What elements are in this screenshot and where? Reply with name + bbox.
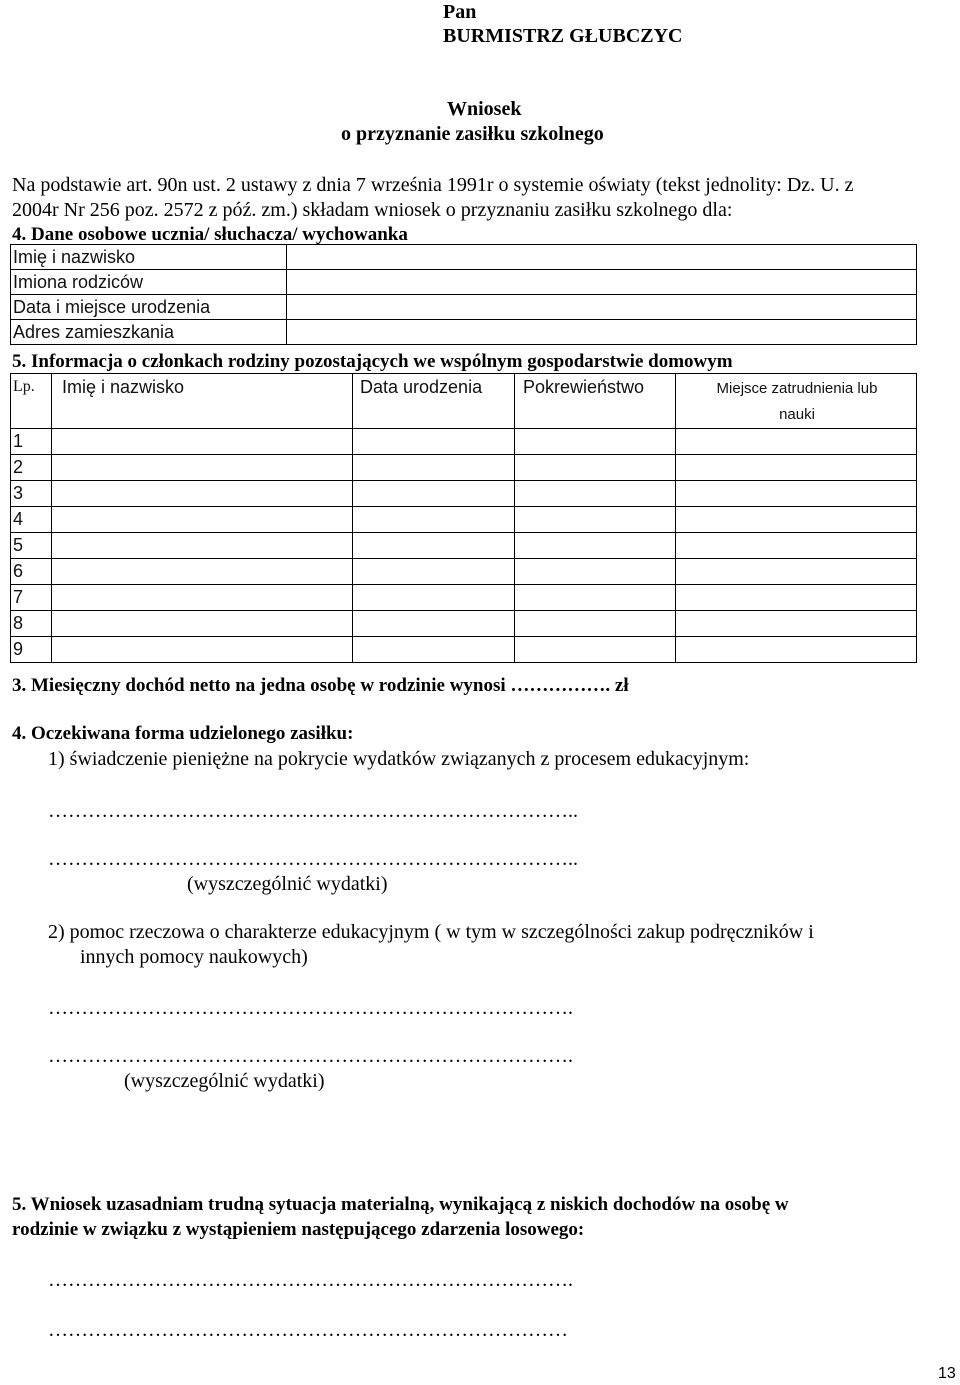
cell-relation[interactable] [515, 533, 676, 559]
page-number: 13 [938, 1365, 956, 1382]
title-line1: Wniosek [447, 98, 522, 120]
header-name: Imię i nazwisko [52, 374, 353, 429]
form-item2-line1: 2) pomoc rzeczowa o charakterze edukacyjnym ( w tym w szczególności zakup podręczników i [48, 921, 814, 943]
table-row [11, 611, 917, 637]
cell-work[interactable] [676, 429, 917, 455]
cell-name[interactable] [52, 455, 353, 481]
row-number: 8 [11, 611, 52, 637]
table-row [11, 455, 917, 481]
personal-label-address: Adres zamieszkania [11, 320, 287, 345]
family-table [10, 373, 917, 663]
cell-name[interactable] [52, 559, 353, 585]
row-number: 1 [11, 429, 52, 455]
section-reason-line2: rodzinie w związku z wystąpieniem następującego zdarzenia losowego: [12, 1219, 585, 1240]
form-item1-dots1[interactable]: …………………………………………………………………….. [48, 800, 578, 822]
table-header-row [11, 374, 917, 429]
cell-birth[interactable] [353, 533, 515, 559]
row-number: 6 [11, 559, 52, 585]
reason-dots1[interactable]: ……………………………………………………………………. [48, 1269, 573, 1291]
cell-name[interactable] [52, 507, 353, 533]
personal-field-birth[interactable] [287, 295, 917, 320]
form-item2-note: (wyszczególnić wydatki) [124, 1070, 325, 1092]
reason-dots2[interactable]: …………………………………………………………………… [48, 1319, 568, 1341]
addressee-line1: Pan [443, 1, 477, 23]
cell-work[interactable] [676, 533, 917, 559]
cell-birth[interactable] [353, 611, 515, 637]
cell-birth[interactable] [353, 585, 515, 611]
cell-birth[interactable] [353, 455, 515, 481]
header-lp: Lp. [11, 374, 52, 429]
form-item1: 1) świadczenie pieniężne na pokrycie wydatków związanych z procesem edukacyjnym: [48, 748, 750, 770]
table-row [11, 585, 917, 611]
personal-field-name[interactable] [287, 245, 917, 270]
cell-name[interactable] [52, 585, 353, 611]
table-row [11, 533, 917, 559]
header-work [676, 374, 917, 429]
section-reason-line1: 5. Wniosek uzasadniam trudną sytuacja materialną, wynikającą z niskich dochodów na osobę w [12, 1194, 789, 1215]
table-row [11, 320, 917, 345]
personal-field-parents[interactable] [287, 270, 917, 295]
row-number: 3 [11, 481, 52, 507]
cell-work[interactable] [676, 507, 917, 533]
cell-relation[interactable] [515, 507, 676, 533]
personal-label-parents: Imiona rodziców [11, 270, 287, 295]
cell-work[interactable] [676, 559, 917, 585]
cell-relation[interactable] [515, 429, 676, 455]
cell-relation[interactable] [515, 611, 676, 637]
section-personal-heading: 4. Dane osobowe ucznia/ słuchacza/ wychowanka [12, 224, 408, 245]
row-number: 4 [11, 507, 52, 533]
form-item2-dots2[interactable]: ……………………………………………………………………. [48, 1045, 573, 1067]
personal-data-table [10, 244, 917, 345]
form-item1-note: (wyszczególnić wydatki) [187, 873, 388, 895]
addressee-line2: BURMISTRZ GŁUBCZYC [443, 25, 683, 47]
cell-relation[interactable] [515, 455, 676, 481]
cell-name[interactable] [52, 429, 353, 455]
cell-relation[interactable] [515, 481, 676, 507]
row-number: 2 [11, 455, 52, 481]
table-row [11, 245, 917, 270]
cell-name[interactable] [52, 611, 353, 637]
cell-birth[interactable] [353, 559, 515, 585]
intro-line2: 2004r Nr 256 poz. 2572 z póź. zm.) składam wniosek o przyznaniu zasiłku szkolnego dla: [12, 199, 733, 221]
table-row [11, 507, 917, 533]
table-row [11, 295, 917, 320]
cell-work[interactable] [676, 637, 917, 663]
personal-field-address[interactable] [287, 320, 917, 345]
cell-birth[interactable] [353, 429, 515, 455]
cell-birth[interactable] [353, 637, 515, 663]
cell-relation[interactable] [515, 585, 676, 611]
title-line2: o przyznanie zasiłku szkolnego [341, 123, 604, 145]
table-row [11, 637, 917, 663]
intro-line1: Na podstawie art. 90n ust. 2 ustawy z dnia 7 września 1991r o systemie oświaty (tekst jednolity: Dz. U. z [12, 174, 854, 196]
section-form-heading: 4. Oczekiwana forma udzielonego zasiłku: [12, 723, 354, 744]
form-item2-dots1[interactable]: ……………………………………………………………………. [48, 997, 573, 1019]
cell-relation[interactable] [515, 637, 676, 663]
cell-birth[interactable] [353, 507, 515, 533]
personal-label-birth: Data i miejsce urodzenia [11, 295, 287, 320]
table-row [11, 481, 917, 507]
row-number: 9 [11, 637, 52, 663]
table-row [11, 270, 917, 295]
cell-work[interactable] [676, 585, 917, 611]
row-number: 7 [11, 585, 52, 611]
row-number: 5 [11, 533, 52, 559]
form-item1-dots2[interactable]: …………………………………………………………………….. [48, 848, 578, 870]
cell-name[interactable] [52, 481, 353, 507]
header-work-line2: nauki [779, 406, 815, 423]
cell-name[interactable] [52, 533, 353, 559]
header-relation: Pokrewieństwo [515, 374, 676, 429]
header-work-line1: Miejsce zatrudnienia lub [716, 380, 878, 397]
cell-work[interactable] [676, 481, 917, 507]
form-item2-line2: innych pomocy naukowych) [80, 946, 308, 968]
table-row [11, 429, 917, 455]
income-statement: 3. Miesięczny dochód netto na jedna osobę w rodzinie wynosi ……………. zł [12, 675, 629, 696]
personal-label-name: Imię i nazwisko [11, 245, 287, 270]
cell-birth[interactable] [353, 481, 515, 507]
section-family-heading: 5. Informacja o członkach rodziny pozostających we wspólnym gospodarstwie domowym [12, 351, 733, 372]
cell-relation[interactable] [515, 559, 676, 585]
cell-work[interactable] [676, 611, 917, 637]
cell-name[interactable] [52, 637, 353, 663]
cell-work[interactable] [676, 455, 917, 481]
table-row [11, 559, 917, 585]
header-birth: Data urodzenia [353, 374, 515, 429]
